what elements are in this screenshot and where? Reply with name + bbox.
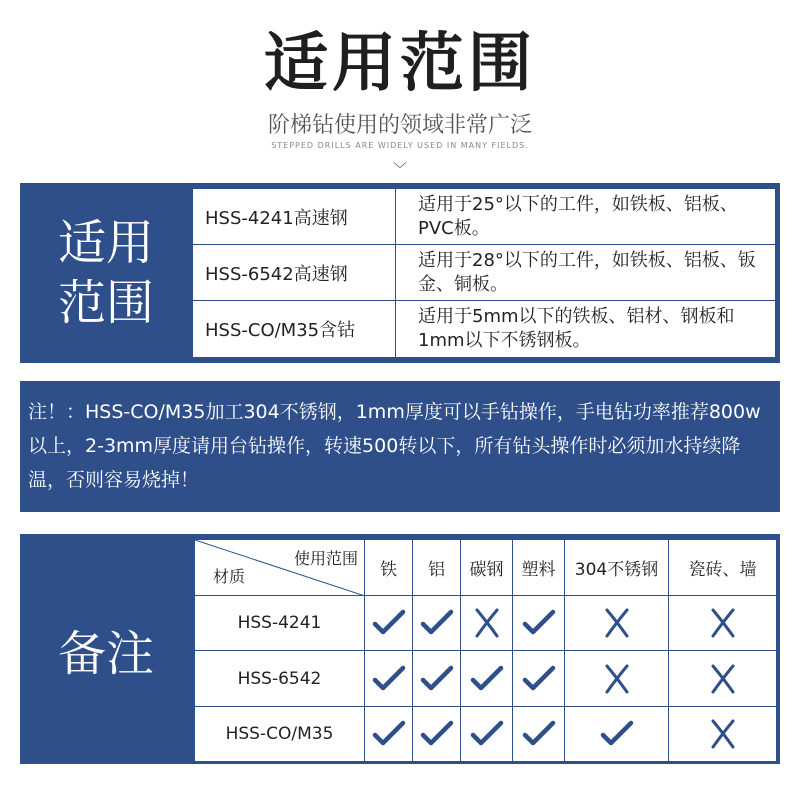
check-icon	[413, 596, 461, 651]
scope-material: HSS-6542高速钢	[193, 245, 396, 300]
cross-icon	[565, 596, 669, 651]
column-header: 瓷砖、墙	[669, 540, 777, 596]
scope-section	[20, 183, 780, 363]
scope-description: 适用于5mm以下的铁板、铝材、钢板和1mm以下不锈钢板。	[418, 306, 735, 351]
column-header: 铁	[365, 540, 413, 596]
check-icon	[413, 707, 461, 762]
scope-material: HSS-4241高速钢	[193, 189, 396, 244]
cross-icon	[669, 596, 777, 651]
column-header: 304不锈钢	[565, 540, 669, 596]
check-icon	[365, 651, 413, 707]
cross-icon	[565, 651, 669, 707]
table-row	[195, 596, 777, 651]
check-icon	[513, 707, 565, 762]
compatibility-table	[194, 539, 776, 761]
note-banner: 注！：HSS-CO/M35加工304不锈钢，1mm厚度可以手钻操作，手电钻功率推荐800w以上，2-3mm厚度请用台钻操作，转速500转以下，所有钻头操作时必须加水持续降温，否则容易烧掉！	[20, 381, 780, 512]
row-material: HSS-CO/M35	[195, 707, 365, 762]
scope-row	[193, 189, 775, 245]
cross-icon	[669, 707, 777, 762]
page-title: 适用范围	[264, 27, 536, 101]
remarks-label: 备注	[57, 625, 154, 682]
check-icon	[365, 596, 413, 651]
scope-row	[193, 245, 775, 301]
column-header: 碳钢	[461, 540, 513, 596]
scope-material: HSS-CO/M35含钴	[193, 301, 396, 357]
header-diagonal-cell	[195, 540, 365, 596]
cross-icon	[669, 651, 777, 707]
scope-table	[193, 189, 775, 357]
check-icon	[565, 707, 669, 762]
table-header-row	[195, 540, 777, 596]
table-row	[195, 707, 777, 762]
page-subtitle: 阶梯钻使用的领域非常广泛	[267, 113, 532, 138]
check-icon	[413, 651, 461, 707]
scope-row	[193, 301, 775, 357]
column-header: 铝	[413, 540, 461, 596]
remarks-section	[20, 534, 780, 764]
column-header: 塑料	[513, 540, 565, 596]
check-icon	[365, 707, 413, 762]
check-icon	[513, 596, 565, 651]
row-material: HSS-6542	[195, 651, 365, 707]
header-usage-label: 使用范围	[293, 549, 358, 568]
scope-description: 适用于28°以下的工件，如铁板、铝板、钣金、铜板。	[418, 249, 756, 295]
check-icon	[461, 651, 513, 707]
scope-description: 适用于25°以下的工件，如铁板、铝板、PVC板。	[418, 193, 738, 239]
table-row	[195, 651, 777, 707]
row-material: HSS-4241	[195, 596, 365, 651]
chevron-down-icon: ﹀	[393, 162, 407, 178]
check-icon	[513, 651, 565, 707]
scope-label: 适用范围	[57, 215, 154, 331]
cross-icon	[461, 596, 513, 651]
check-icon	[461, 707, 513, 762]
page-subtitle-en: STEPPED DRILLS ARE WIDELY USED IN MANY FIELDS.	[271, 141, 529, 150]
header-material-label: 材质	[213, 567, 246, 586]
